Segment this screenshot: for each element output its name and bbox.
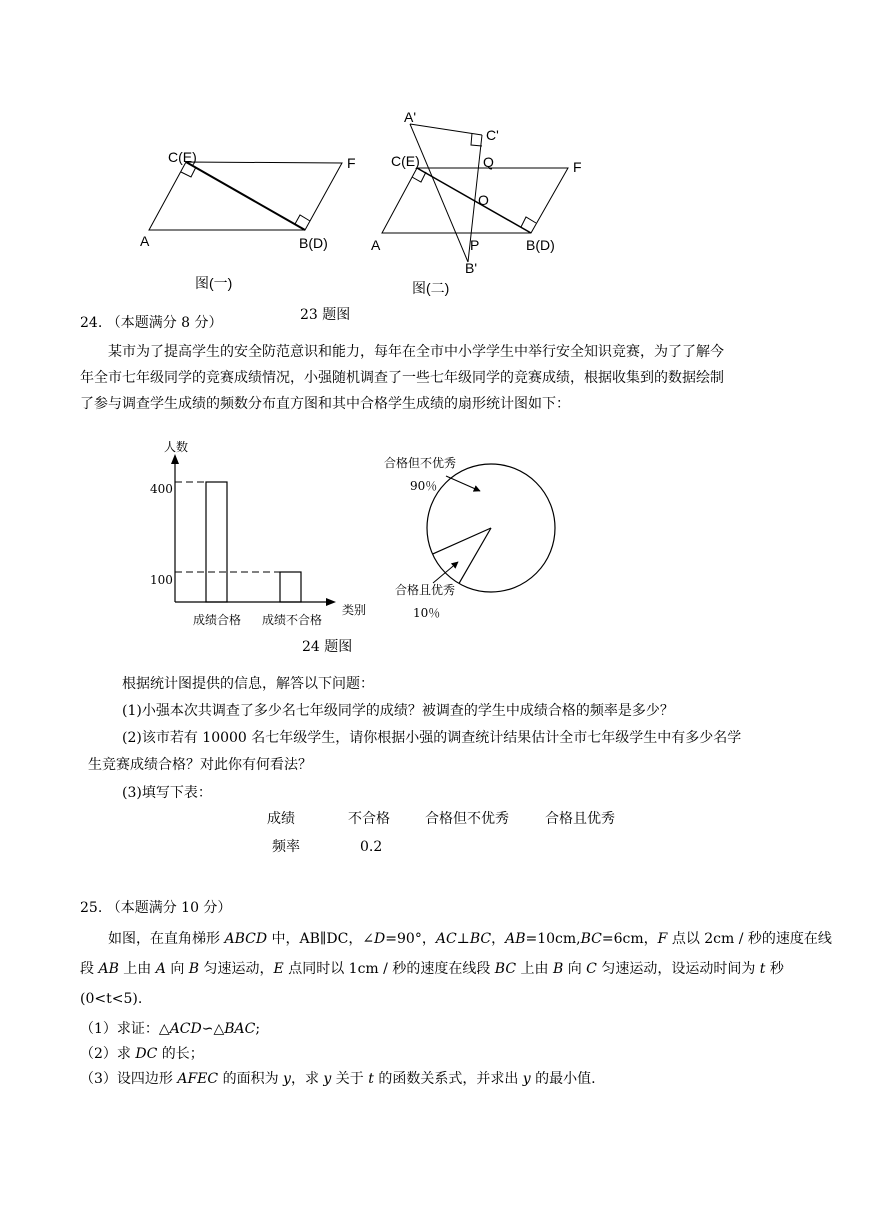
q25-text: ⊥ — [456, 931, 470, 947]
q25-text: 的函数关系式，并求出 — [373, 1071, 523, 1087]
q25-text: =90°， — [385, 931, 436, 947]
q25-text: 向 — [563, 961, 587, 977]
category-label-fail: 成绩不合格 — [262, 613, 323, 627]
q25-text: 的长； — [157, 1046, 204, 1062]
q24-sub-3: (3)填写下表： — [122, 785, 212, 801]
q25-math: y — [522, 1071, 531, 1087]
q25-math: y — [323, 1071, 332, 1087]
fig2-label-c: C(E) — [391, 153, 420, 169]
q25-text: 点同时以 1cm / 秒的速度在线段 — [283, 961, 495, 977]
q25-math: F — [657, 931, 668, 947]
q25-text: （2）求 — [80, 1046, 136, 1062]
fig2-label-p: P — [470, 237, 480, 253]
ytick-label-100: 100 — [150, 573, 173, 587]
q25-text: 的最小值. — [530, 1071, 596, 1087]
q25-text: ; — [255, 1021, 261, 1037]
pie-label-pass-excellent: 合格且优秀 — [395, 583, 456, 597]
q25-math: BC — [494, 961, 517, 977]
fig2-label-o: O — [478, 192, 489, 208]
q25-text: 点以 2cm / 秒的速度在线 — [667, 931, 832, 947]
x-axis-label: 类别 — [342, 603, 367, 617]
pie-chart — [384, 455, 555, 620]
q25-math: AB — [505, 931, 526, 947]
fig2-label-cp: C' — [486, 127, 499, 143]
figure-24 — [0, 430, 869, 660]
q25-text: （3）设四边形 — [80, 1071, 178, 1087]
bar-pass — [206, 482, 227, 602]
q24-intro-line-3: 了参与调查学生成绩的频数分布直方图和其中合格学生成绩的扇形统计图如下： — [80, 396, 570, 412]
q25-math: t — [759, 961, 766, 977]
figure-23-1 — [149, 162, 342, 230]
fig1-label-c: C(E) — [168, 149, 197, 165]
q25-text: =6cm， — [601, 931, 658, 947]
q24-sub-2a: (2)该市若有 10000 名七年级学生，请你根据小强的调查统计结果估计全市七年级学生中有多少名学 — [122, 730, 742, 746]
q25-math: BAC — [224, 1021, 256, 1037]
q25-text: ， — [491, 931, 506, 947]
q25-math: ACD — [169, 1021, 202, 1037]
q25-line-2 — [80, 962, 784, 976]
table-header-pass-not-excellent: 合格但不优秀 — [425, 811, 509, 827]
q25-heading: 25. （本题满分 10 分） — [80, 900, 232, 916]
q24-intro-line-1: 某市为了提高学生的安全防范意识和能力，每年在全市中小学学生中举行安全知识竞赛，为了了解今 — [108, 344, 724, 360]
q25-text: =10cm, — [525, 931, 581, 947]
x-axis-arrow — [326, 598, 336, 606]
table-cell-fail-frequency: 0.2 — [360, 839, 383, 855]
q25-text: 的面积为 — [218, 1071, 284, 1087]
q25-math: E — [273, 961, 284, 977]
y-axis-label: 人数 — [164, 440, 189, 454]
q25-math: B — [188, 961, 200, 977]
q25-text: 上由 — [118, 961, 156, 977]
table-header-fail: 不合格 — [348, 811, 390, 827]
pie-slice-boundary — [459, 528, 491, 583]
y-axis-arrow — [171, 454, 179, 464]
q25-text: 向 — [165, 961, 189, 977]
fig2-label-q: Q — [483, 154, 494, 170]
fig1-label-a: A — [140, 233, 150, 249]
q25-line-3: (0<t<5). — [80, 991, 143, 1007]
q25-text: 匀速运动， — [199, 961, 274, 977]
q25-math: A — [155, 961, 166, 977]
q25-text: ∽△ — [201, 1021, 225, 1037]
pie-slice-boundary — [433, 528, 491, 554]
bar-fail — [280, 572, 301, 602]
figure-24-caption: 24 题图 — [302, 639, 353, 655]
fig1-caption: 图(一) — [195, 275, 233, 291]
q24-heading: 24. （本题满分 8 分） — [80, 315, 223, 331]
fig2-label-bp: B' — [465, 260, 478, 276]
ytick-label-400: 400 — [150, 482, 173, 496]
q25-sub-1 — [80, 1022, 260, 1036]
fig2-label-ap: A' — [404, 109, 417, 125]
bar-chart — [150, 439, 366, 627]
q25-line-1 — [108, 932, 832, 946]
pie-pointer-1 — [446, 476, 480, 491]
q25-text: 秒 — [765, 961, 784, 977]
figure-23 — [0, 0, 869, 330]
q25-math: DC — [135, 1046, 158, 1062]
q24-sub-1: (1)小强本次共调查了多少名七年级同学的成绩？被调查的学生中成绩合格的频率是多少？ — [122, 703, 674, 719]
fig2-caption: 图(二) — [412, 280, 450, 296]
q25-math: AFEC — [177, 1071, 219, 1087]
fig2-label-b: B(D) — [526, 237, 555, 253]
q25-math: D — [374, 931, 386, 947]
q25-sub-3 — [80, 1072, 596, 1086]
q24-sub-2b: 生竞赛成绩合格？对此你有何看法？ — [88, 757, 312, 773]
q25-text: 中，AB∥DC，∠ — [267, 931, 375, 947]
q25-text: ，求 — [290, 1071, 324, 1087]
q25-text: 匀速运动，设运动时间为 — [596, 961, 760, 977]
q24-lead: 根据统计图提供的信息，解答以下问题： — [122, 676, 374, 692]
q25-text: 如图，在直角梯形 — [108, 931, 225, 947]
q25-sub-2 — [80, 1047, 204, 1061]
q24-intro-line-2: 年全市七年级同学的竞赛成绩情况，小强随机调查了一些七年级同学的竞赛成绩，根据收集到的数据绘制 — [80, 370, 724, 386]
q25-math: BC — [580, 931, 602, 947]
q25-text: 段 — [80, 961, 99, 977]
fig1-label-f: F — [347, 155, 356, 171]
q25-math: C — [586, 961, 597, 977]
fig1-label-b: B(D) — [299, 235, 328, 251]
table-row-label-frequency: 频率 — [272, 839, 300, 855]
fig2-label-f: F — [573, 159, 582, 175]
pie-label-pass-not-excellent: 合格但不优秀 — [384, 456, 457, 470]
q25-math: BC — [469, 931, 492, 947]
q25-math: B — [552, 961, 564, 977]
figure-23-caption: 23 题图 — [300, 307, 351, 323]
table-header-grade: 成绩 — [267, 811, 295, 827]
q25-math: AB — [98, 961, 119, 977]
q25-math: t — [368, 1071, 374, 1087]
q25-math: ABCD — [224, 931, 268, 947]
pie-value-pass-not-excellent: 90％ — [410, 479, 438, 493]
q25-text: 上由 — [516, 961, 553, 977]
pie-value-pass-excellent: 10％ — [413, 606, 441, 620]
table-header-pass-excellent: 合格且优秀 — [545, 811, 615, 827]
q25-math: y — [283, 1071, 291, 1087]
category-label-pass: 成绩合格 — [193, 613, 242, 627]
q25-text: 关于 — [331, 1071, 369, 1087]
fig2-label-a: A — [371, 237, 381, 253]
q25-text: （1）求证：△ — [80, 1021, 170, 1037]
q25-math: AC — [435, 931, 457, 947]
